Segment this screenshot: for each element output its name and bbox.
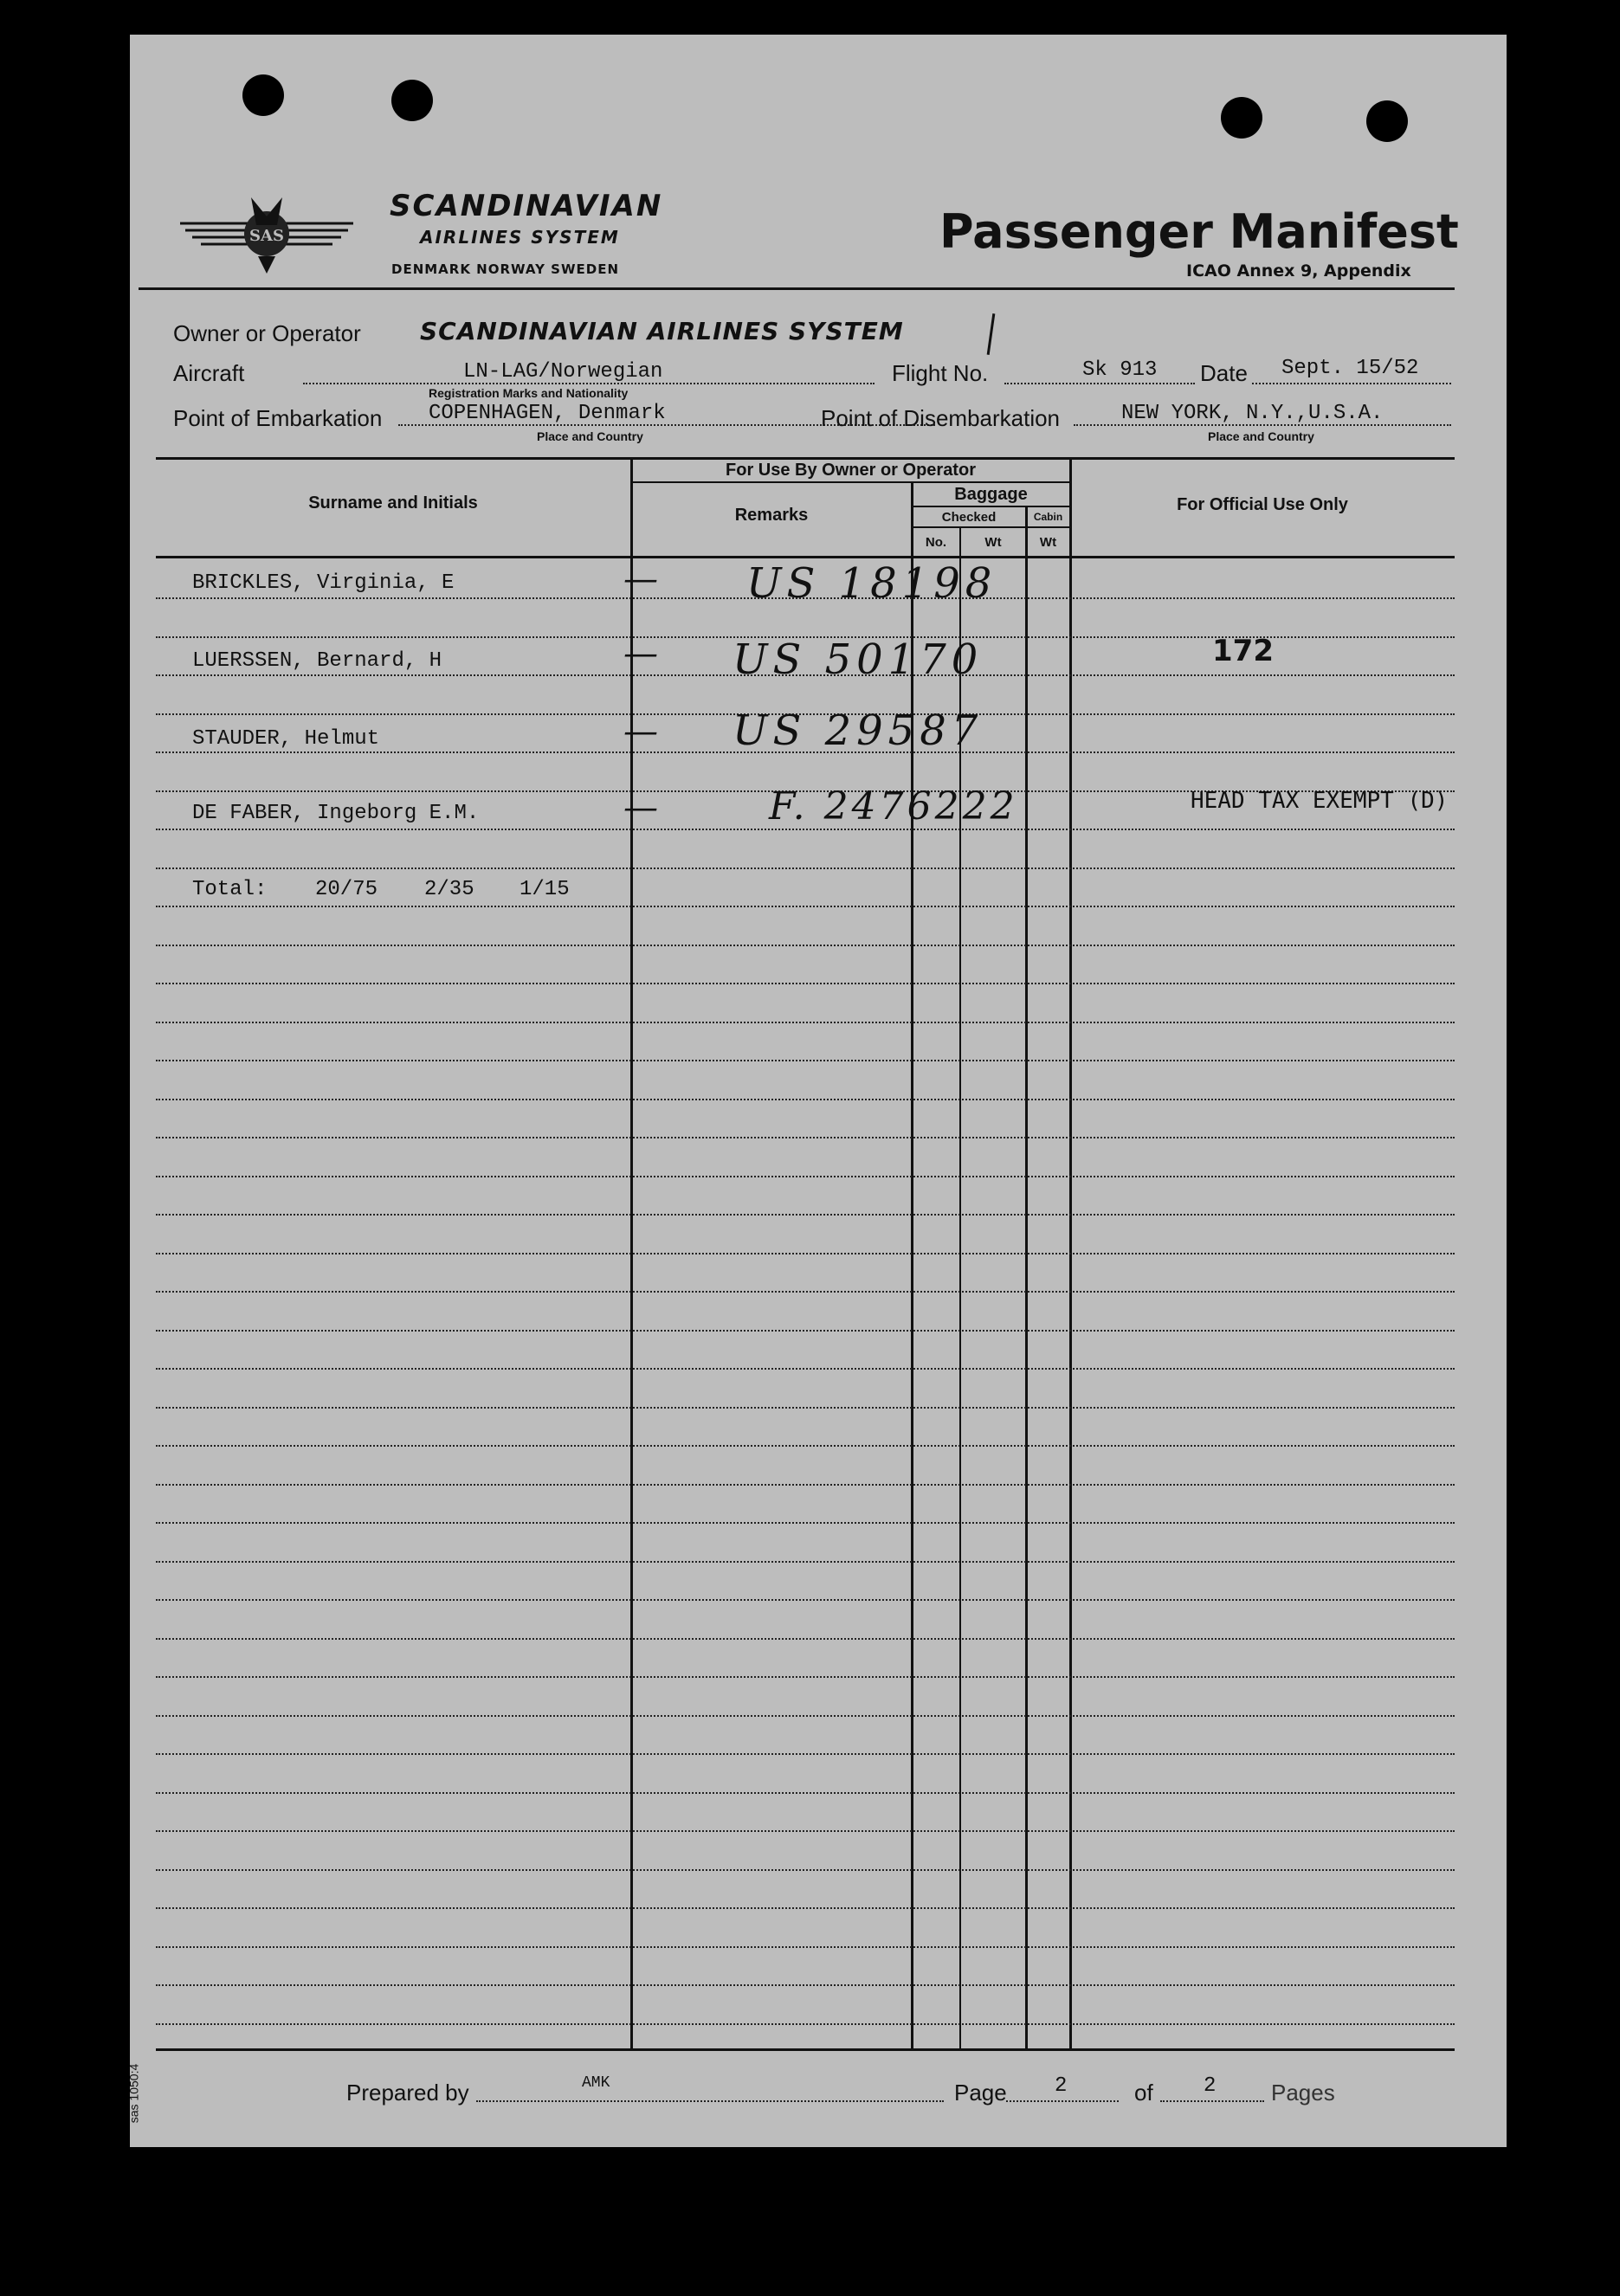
table-row-line [156, 1907, 1455, 1909]
owner-mark [987, 313, 996, 355]
official-note: HEAD TAX EXEMPT (D) [1191, 788, 1449, 814]
date-label: Date [1200, 360, 1248, 386]
passenger-remarks: US 50170 [733, 635, 984, 684]
aircraft-line [303, 383, 875, 384]
sas-winged-logo [171, 190, 362, 277]
col-divider-wt [959, 528, 961, 2048]
page-line [1006, 2100, 1119, 2102]
table-row-line [156, 906, 1455, 907]
punch-hole [1366, 100, 1408, 142]
punch-hole [242, 74, 284, 116]
header-rule [139, 287, 1455, 290]
checked-rule [913, 526, 1071, 528]
passenger-dash: — [623, 559, 658, 599]
brand-name-line1: SCANDINAVIAN [390, 189, 663, 223]
table-row-line [156, 1214, 1455, 1216]
prepared-label: Prepared by [346, 2080, 469, 2106]
passenger-remarks: F. 2476222 [769, 784, 1018, 829]
table-row-line [156, 1753, 1455, 1755]
aircraft-value: LN-LAG/Norwegian [463, 360, 663, 384]
punch-hole [391, 80, 433, 121]
owner-use-rule [632, 481, 1071, 483]
passenger-name: DE FABER, Ingeborg E.M. [192, 802, 480, 825]
table-row-line [156, 1984, 1455, 1986]
prepared-value: AMK [582, 2074, 610, 2092]
date-value: Sept. 15/52 [1281, 357, 1419, 380]
table-row-line [156, 1291, 1455, 1293]
embark-value: COPENHAGEN, Denmark [429, 402, 666, 425]
table-row-line [156, 829, 1455, 830]
table-top-rule [156, 457, 1455, 460]
table-row-line [156, 1330, 1455, 1332]
disembark-caption: Place and Country [1208, 429, 1314, 443]
of-line [1160, 2100, 1264, 2102]
table-row-line [156, 1715, 1455, 1717]
flight-label: Flight No. [892, 360, 989, 386]
embark-label: Point of Embarkation [173, 405, 383, 431]
table-row-line [156, 1561, 1455, 1563]
baggage-rule [913, 506, 1071, 507]
page-value: 2 [1055, 2074, 1068, 2098]
disembark-line [1074, 424, 1451, 426]
table-row-line [156, 1253, 1455, 1254]
table-row-line [156, 1522, 1455, 1524]
disembark-value: NEW YORK, N.Y.,U.S.A. [1121, 402, 1384, 425]
table-row-line [156, 1484, 1455, 1486]
table-row-line [156, 1946, 1455, 1948]
table-row-line [156, 1176, 1455, 1177]
page-label: Page [954, 2080, 1007, 2106]
embark-caption: Place and Country [537, 429, 643, 443]
official-note: 172 [1212, 634, 1274, 668]
svg-text:SAS: SAS [249, 227, 284, 245]
passenger-name: STAUDER, Helmut [192, 727, 380, 751]
table-row-line [156, 1869, 1455, 1871]
passenger-remarks: US 18198 [746, 559, 997, 608]
form-code: sas 1050:4 [126, 2063, 141, 2124]
header-cabin-wt: Wt [1039, 535, 1057, 550]
passenger-name: BRICKLES, Virginia, E [192, 571, 455, 595]
prepared-line [476, 2100, 944, 2102]
table-row-line [156, 1137, 1455, 1138]
footer-rule [156, 2048, 1455, 2051]
table-row-line [156, 1060, 1455, 1061]
owner-value: SCANDINAVIAN AIRLINES SYSTEM [420, 317, 904, 345]
passenger-dash: — [623, 634, 658, 674]
header-no: No. [925, 535, 947, 550]
table-row-line [156, 983, 1455, 984]
table-row-line [156, 1407, 1455, 1409]
of-label: of [1134, 2080, 1153, 2106]
passenger-dash: — [623, 788, 658, 828]
table-row-line [156, 1099, 1455, 1100]
flight-value: Sk 913 [1082, 358, 1158, 382]
manifest-sheet [126, 35, 1507, 2147]
table-row-line [156, 1368, 1455, 1370]
punch-hole [1221, 97, 1262, 139]
brand-countries: DENMARK NORWAY SWEDEN [391, 261, 620, 277]
header-cabin: Cabin [1033, 511, 1063, 523]
totals-value: 20/75 [315, 878, 378, 901]
header-surname: Surname and Initials [308, 493, 478, 513]
table-row-line [156, 1792, 1455, 1794]
header-baggage: Baggage [954, 485, 1028, 504]
table-row-line [156, 1638, 1455, 1640]
header-remarks: Remarks [734, 506, 809, 525]
table-row-line [156, 945, 1455, 946]
brand-name-line2: AIRLINES SYSTEM [420, 227, 620, 248]
aircraft-label: Aircraft [173, 360, 245, 386]
header-checked: Checked [941, 510, 997, 525]
owner-label: Owner or Operator [173, 320, 361, 346]
totals-label: Total: [192, 878, 268, 901]
col-divider-cabin [1025, 507, 1028, 2048]
header-official: For Official Use Only [1177, 495, 1348, 514]
passenger-remarks: US 29587 [733, 706, 984, 755]
table-row-line [156, 1022, 1455, 1023]
aircraft-caption: Registration Marks and Nationality [429, 386, 629, 400]
pages-label: Pages [1271, 2080, 1335, 2106]
table-row-line [156, 2023, 1455, 2025]
table-header-rule [156, 556, 1455, 558]
header-owner-use: For Use By Owner or Operator [726, 461, 976, 480]
date-line [1252, 383, 1451, 384]
disembark-label: Point of Disembarkation [821, 405, 1061, 431]
of-value: 2 [1204, 2074, 1217, 2098]
header-wt: Wt [984, 535, 1002, 550]
table-row-line [156, 867, 1455, 869]
flight-line [1004, 383, 1195, 384]
totals-value: 1/15 [520, 878, 570, 901]
form-subtitle: ICAO Annex 9, Appendix [1186, 261, 1411, 281]
totals-value: 2/35 [424, 878, 474, 901]
form-title: Passenger Manifest [939, 204, 1459, 259]
passenger-dash: — [623, 712, 658, 751]
table-row-line [156, 1445, 1455, 1447]
passenger-name: LUERSSEN, Bernard, H [192, 649, 442, 673]
table-row-line [156, 1599, 1455, 1601]
table-row-line [156, 1830, 1455, 1832]
table-row-line [156, 1676, 1455, 1678]
